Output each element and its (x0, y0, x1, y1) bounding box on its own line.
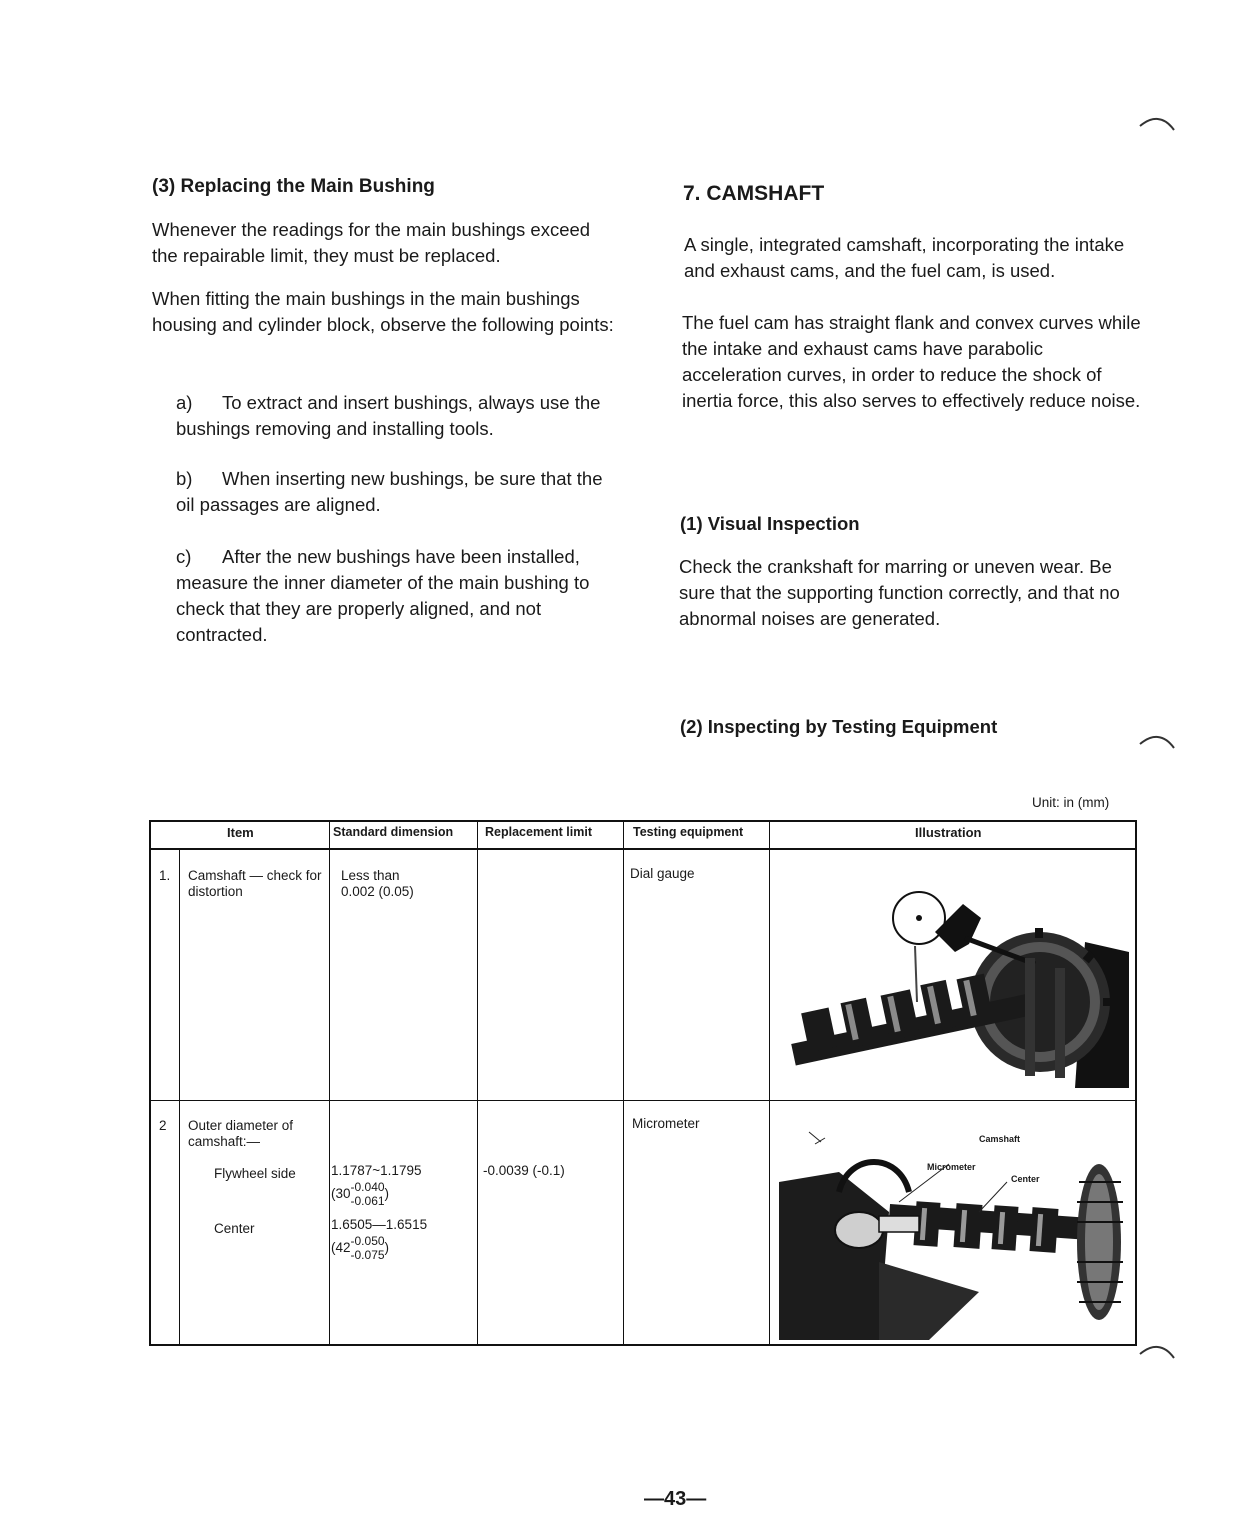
row2-flywheel-mm-base: (30 (331, 1186, 351, 1201)
row2-center-mm-down: -0.075 (350, 1248, 385, 1262)
col-divider (329, 822, 330, 1344)
row1-standard-line2: 0.002 (0.05) (341, 884, 414, 899)
row2-center-mm (331, 1234, 389, 1262)
unit-label: Unit: in (mm) (1032, 795, 1110, 810)
row2-center-std: 1.6505—1.6515 (331, 1217, 428, 1232)
row2-flywheel-mm-down: -0.061 (350, 1194, 385, 1208)
row1-standard-line1: Less than (341, 868, 400, 883)
list-item-b-label: b) (176, 468, 193, 489)
callout-camshaft: Camshaft (979, 1134, 1021, 1144)
left-paragraph-2: When fitting the main bushings in the main bushings housing and cylinder block, observe the following points: (152, 288, 614, 335)
row1-number: 1. (159, 868, 171, 883)
row1-equipment: Dial gauge (630, 866, 695, 881)
header-illustration: Illustration (915, 825, 982, 840)
scan-corner-mark (1138, 730, 1178, 760)
row2-center-mm-up: -0.050 (350, 1234, 385, 1248)
right-paragraph-1: A single, integrated camshaft, incorporating the intake and exhaust cams, and the fuel cam, is used. (684, 234, 1125, 281)
row2-item: Outer diameter of camshaft:— (188, 1118, 294, 1149)
list-item-a-text: To extract and insert bushings, always use the bushings removing and installing tools. (176, 392, 601, 439)
list-item-c-text: After the new bushings have been installed, measure the inner diameter of the main bushing to check that they are properly aligned, and not contracted. (176, 546, 590, 645)
header-testing-equipment: Testing equipment (633, 825, 744, 839)
page-number: —43— (644, 1488, 707, 1510)
left-heading: (3) Replacing the Main Bushing (152, 176, 435, 197)
list-item-b-text: When inserting new bushings, be sure that the oil passages are aligned. (176, 468, 603, 515)
col-divider (477, 822, 478, 1344)
col-divider (769, 822, 770, 1344)
micrometer-camshaft-image (779, 1112, 1131, 1340)
row2-number: 2 (159, 1118, 167, 1133)
visual-inspection-heading: (1) Visual Inspection (680, 513, 860, 534)
list-item-a-label: a) (176, 392, 193, 413)
row2-center-mm-close: ) (384, 1240, 390, 1255)
scan-corner-mark (1138, 1340, 1178, 1370)
row2-flywheel-limit: -0.0039 (-0.1) (483, 1163, 565, 1178)
dial-gauge-camshaft-illustration (785, 882, 1129, 1088)
list-item-c-label: c) (176, 546, 192, 567)
micrometer-camshaft-illustration (779, 1112, 1131, 1340)
inspection-table (149, 820, 1137, 1346)
header-replacement-limit: Replacement limit (485, 825, 592, 839)
row2-flywheel-mm-close: ) (384, 1186, 390, 1201)
row2-flywheel-std: 1.1787~1.1795 (331, 1163, 422, 1178)
list-item-a (176, 390, 618, 442)
row1-item: Camshaft — check for distortion (188, 868, 322, 899)
right-paragraph-2: The fuel cam has straight flank and convex curves while the intake and exhaust cams have parabolic acceleration curves, in order to reduce the shock of inertia force, this also serves to effectively reduce noise. (682, 312, 1141, 411)
list-item-c (176, 544, 618, 648)
row2-center-mm-base: (42 (331, 1240, 351, 1255)
callout-center: Center (1011, 1174, 1040, 1184)
row2-equipment: Micrometer (632, 1116, 700, 1131)
row-divider (151, 1100, 1135, 1101)
row2-center-label: Center (214, 1221, 255, 1236)
row2-flywheel-mm (331, 1180, 389, 1208)
left-paragraph-1: Whenever the readings for the main bushings exceed the repairable limit, they must be replaced. (152, 219, 591, 266)
visual-inspection-text: Check the crankshaft for marring or uneven wear. Be sure that the supporting function correctly, and that no abnormal noises are generated. (679, 556, 1120, 629)
list-item-b (176, 466, 618, 518)
row2-flywheel-label: Flywheel side (214, 1166, 296, 1181)
header-item: Item (227, 825, 254, 840)
testing-equipment-heading: (2) Inspecting by Testing Equipment (680, 716, 998, 737)
row2-flywheel-mm-up: -0.040 (350, 1180, 385, 1194)
scan-corner-mark (1138, 110, 1178, 140)
section-title-camshaft: 7. CAMSHAFT (683, 182, 825, 205)
dial-gauge-camshaft-image (785, 882, 1129, 1088)
callout-micrometer: Micrometer (927, 1162, 976, 1172)
col-divider (179, 848, 180, 1344)
header-standard-dimension: Standard dimension (333, 825, 454, 839)
col-divider (623, 822, 624, 1344)
